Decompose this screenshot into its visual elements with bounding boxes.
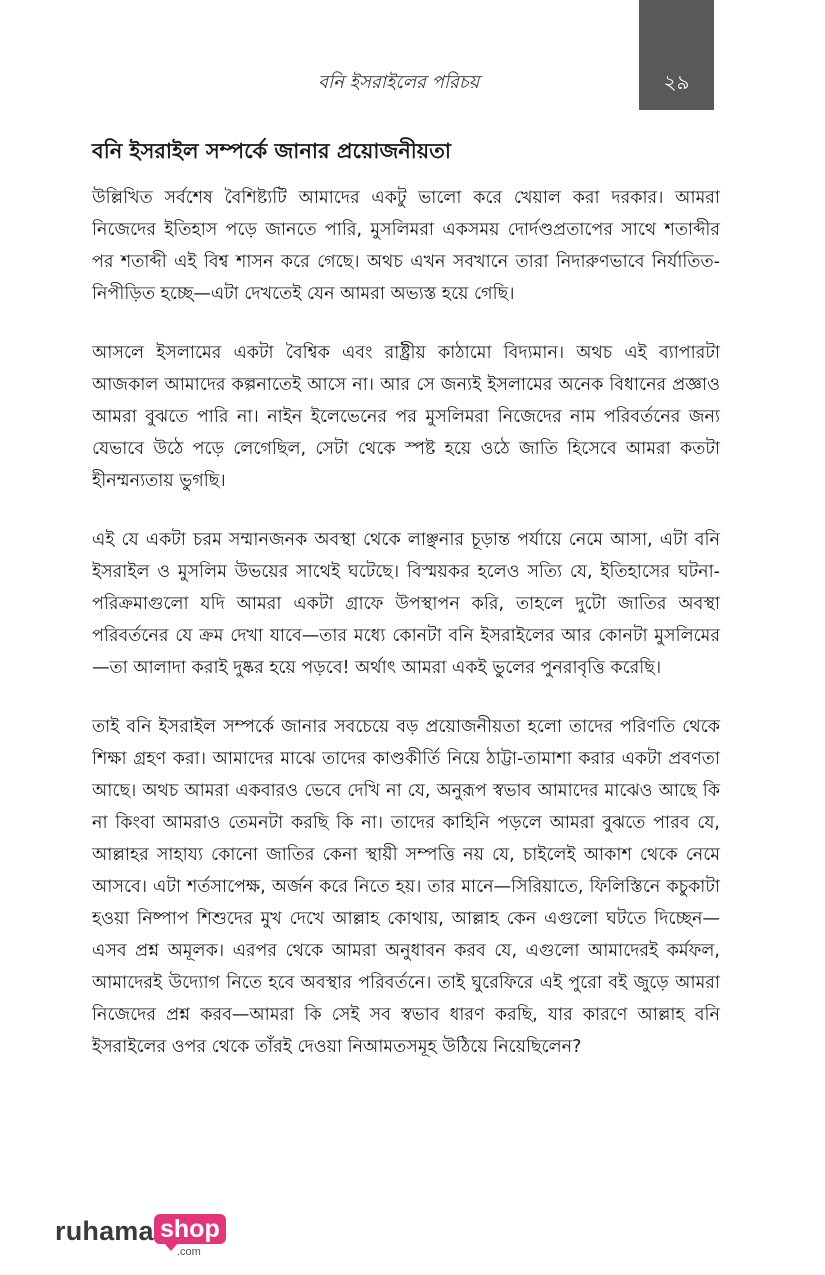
watermark-logo: [55, 1210, 225, 1258]
page-content: [92, 136, 720, 1090]
section-heading: বনি ইসরাইল সম্পর্কে জানার প্রয়োজনীয়তা: [92, 139, 451, 163]
logo-word: ruhama: [55, 1216, 154, 1246]
page-number: ২৯: [663, 70, 690, 94]
running-head: বনি ইসরাইলের পরিচয়: [318, 72, 480, 93]
paragraph-4: তাই বনি ইসরাইল সম্পর্কে জানার সবচেয়ে বড় প্রয়োজনীয়তা হলো তাদের পরিণতি থেকে শিক্ষা গ্রহণ করা। আমাদের মাঝে তাদের কাণ্ডকীর্তি নিয়ে ঠাট্টা-তামাশা করার একটা প্রবণতা আছে। অথচ আমরা একবারও ভেবে দেখি না যে, অনুরূপ স্বভাব আমাদের মাঝেও আছে কি না কিংবা আমরাও তেমনটা করছি কি না। তাদের কাহিনি পড়লে আমরা বুঝতে পারব যে, আল্লাহর সাহায্য কোনো জাতির কেনা স্থায়ী সম্পত্তি নয় যে, চাইলেই আকাশ থেকে নেমে আসবে। এটা শর্তসাপেক্ষ, অর্জন করে নিতে হয়। তার মানে—সিরিয়াতে, ফিলিস্তিনে কচুকাটা হওয়া নিষ্পাপ শিশুদের মুখ দেখে আল্লাহ কোথায়, আল্লাহ কেন এগুলো ঘটতে দিচ্ছেন—এসব প্রশ্ন অমূলক। এরপর থেকে আমরা অনুধাবন করব যে, এগুলো আমাদেরই কর্মফল, আমাদেরই উদ্যোগ নিতে হবে অবস্থার পরিবর্তনে। তাই ঘুরেফিরে এই পুরো বই জুড়ে আমরা নিজেদের প্রশ্ন করব—আমরা কি সেই সব স্বভাব ধারণ করছি, যার কারণে আল্লাহ বনি ইসরাইলের ওপর থেকে তাঁরই দেওয়া নিআমতসমূহ উঠিয়ে নিয়েছিলেন?: [92, 717, 720, 1057]
paragraph-2: আসলে ইসলামের একটা বৈশ্বিক এবং রাষ্ট্রীয় কাঠামো বিদ্যমান। অথচ এই ব্যাপারটা আজকাল আমাদের কল্পনাতেই আসে না। আর সে জন্যই ইসলামের অনেক বিধানের প্রজ্ঞাও আমরা বুঝতে পারি না। নাইন ইলেভেনের পর মুসলিমরা নিজেদের নাম পরিবর্তনের জন্য যেভাবে উঠে পড়ে লেগেছিল, সেটা থেকে স্পষ্ট হয়ে ওঠে জাতি হিসেবে আমরা কতটা হীনম্মন্যতায় ভুগছি।: [92, 343, 720, 491]
logo-suffix: .com: [177, 1246, 201, 1258]
page-number-tab: [639, 0, 714, 110]
paragraph-1: উল্লিখিত সর্বশেষ বৈশিষ্ট্যটি আমাদের একটু ভালো করে খেয়াল করা দরকার। আমরা নিজেদের ইতিহাস পড়ে জানতে পারি, মুসলিমরা একসময় দোর্দণ্ডপ্রতাপের সাথে শতাব্দীর পর শতাব্দী এই বিশ্ব শাসন করে গেছে। অথচ এখন সবখানে তারা নিদারুণভাবে নির্যাতিত-নিপীড়িত হচ্ছে—এটা দেখতেই যেন আমরা অভ্যস্ত হয়ে গেছি।: [92, 188, 720, 304]
paragraph-3: এই যে একটা চরম সম্মানজনক অবস্থা থেকে লাঞ্ছনার চূড়ান্ত পর্যায়ে নেমে আসা, এটা বনি ইসরাইল ও মুসলিম উভয়ের সাথেই ঘটেছে। বিস্ময়কর হলেও সত্যি যে, ইতিহাসের ঘটনা-পরিক্রমাগুলো যদি আমরা একটা গ্রাফে উপস্থাপন করি, তাহলে দুটো জাতির অবস্থা পরিবর্তনের যে ক্রম দেখা যাবে—তার মধ্যে কোনটা বনি ইসরাইলের আর কোনটা মুসলিমের—তা আলাদা করাই দুষ্কর হয়ে পড়বে! অর্থাৎ আমরা একই ভুলের পুনরাবৃত্তি করেছি।: [92, 530, 721, 678]
logo-badge: shop: [154, 1214, 226, 1244]
